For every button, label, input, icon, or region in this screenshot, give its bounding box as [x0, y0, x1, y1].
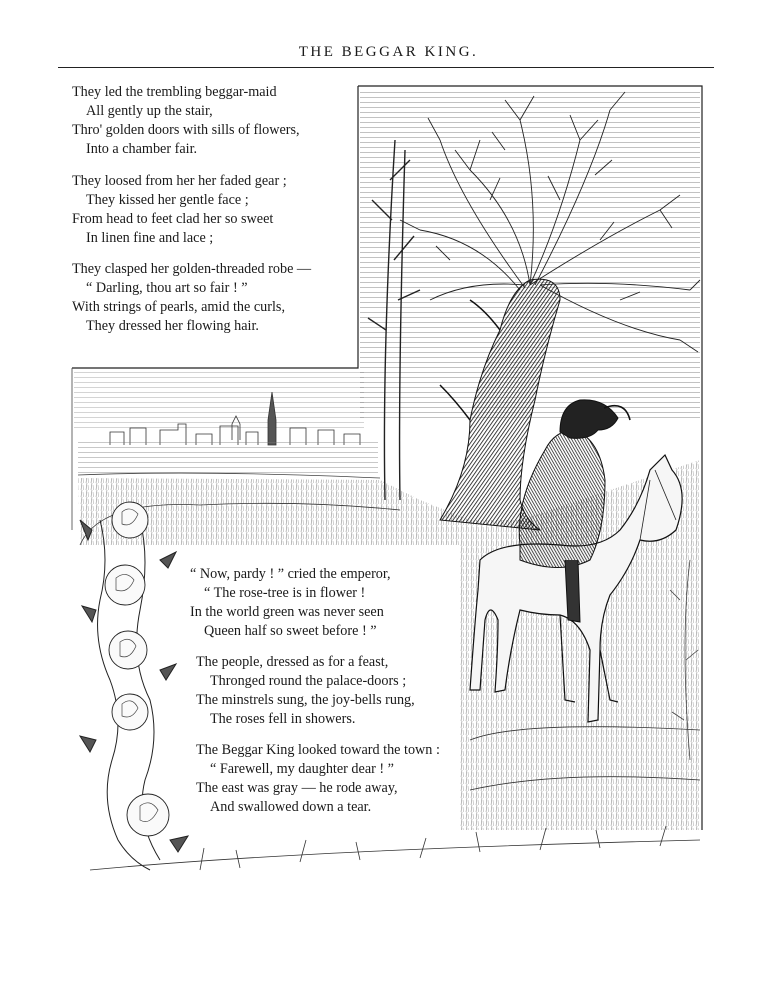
verse-line: In linen fine and lace ;	[86, 230, 214, 246]
verse-line: They loosed from her her faded gear ;	[72, 173, 287, 189]
running-head: THE BEGGAR KING.	[298, 44, 479, 60]
stanza-5	[196, 653, 415, 729]
verse-line: The people, dressed as for a feast,	[196, 654, 389, 670]
stanza-3	[72, 260, 311, 336]
rider-cloak	[519, 430, 605, 568]
verse-line: Queen half so sweet before ! ”	[204, 623, 377, 639]
verse-line: They led the trembling beggar-maid	[72, 84, 277, 100]
stanza-4	[190, 565, 391, 641]
stanza-6	[196, 741, 440, 817]
verse-line: And swallowed down a tear.	[210, 799, 372, 815]
verse-line: Into a chamber fair.	[86, 141, 198, 157]
verse-line: They kissed her gentle face ;	[86, 192, 249, 208]
verse-line: “ Farewell, my daughter dear ! ”	[210, 761, 394, 777]
verse-line: “ The rose-tree is in flower !	[204, 585, 366, 601]
verse-line: They dressed her flowing hair.	[86, 318, 259, 334]
verse-line: Thronged round the palace-doors ;	[210, 673, 407, 689]
verse-line: With strings of pearls, amid the curls,	[72, 299, 285, 315]
verse-line: In the world green was never seen	[190, 604, 384, 620]
stanza-2	[72, 172, 287, 248]
rose-vine	[80, 502, 188, 870]
stanza-1	[72, 83, 300, 159]
verse-line: The minstrels sung, the joy-bells rung,	[196, 692, 415, 708]
verse-line: “ Now, pardy ! ” cried the emperor,	[190, 566, 391, 582]
verse-line: The roses fell in showers.	[210, 711, 356, 727]
verse-line: They clasped her golden-threaded robe —	[72, 261, 312, 277]
verse-line: From head to feet clad her so sweet	[72, 211, 274, 227]
verse-line: The Beggar King looked toward the town :	[196, 742, 440, 758]
verse-line: All gently up the stair,	[86, 103, 213, 119]
verse-line: “ Darling, thou art so fair ! ”	[86, 280, 248, 296]
verse-line: The east was gray — he rode away,	[196, 780, 398, 796]
verse-line: Thro' golden doors with sills of flowers,	[72, 122, 300, 138]
